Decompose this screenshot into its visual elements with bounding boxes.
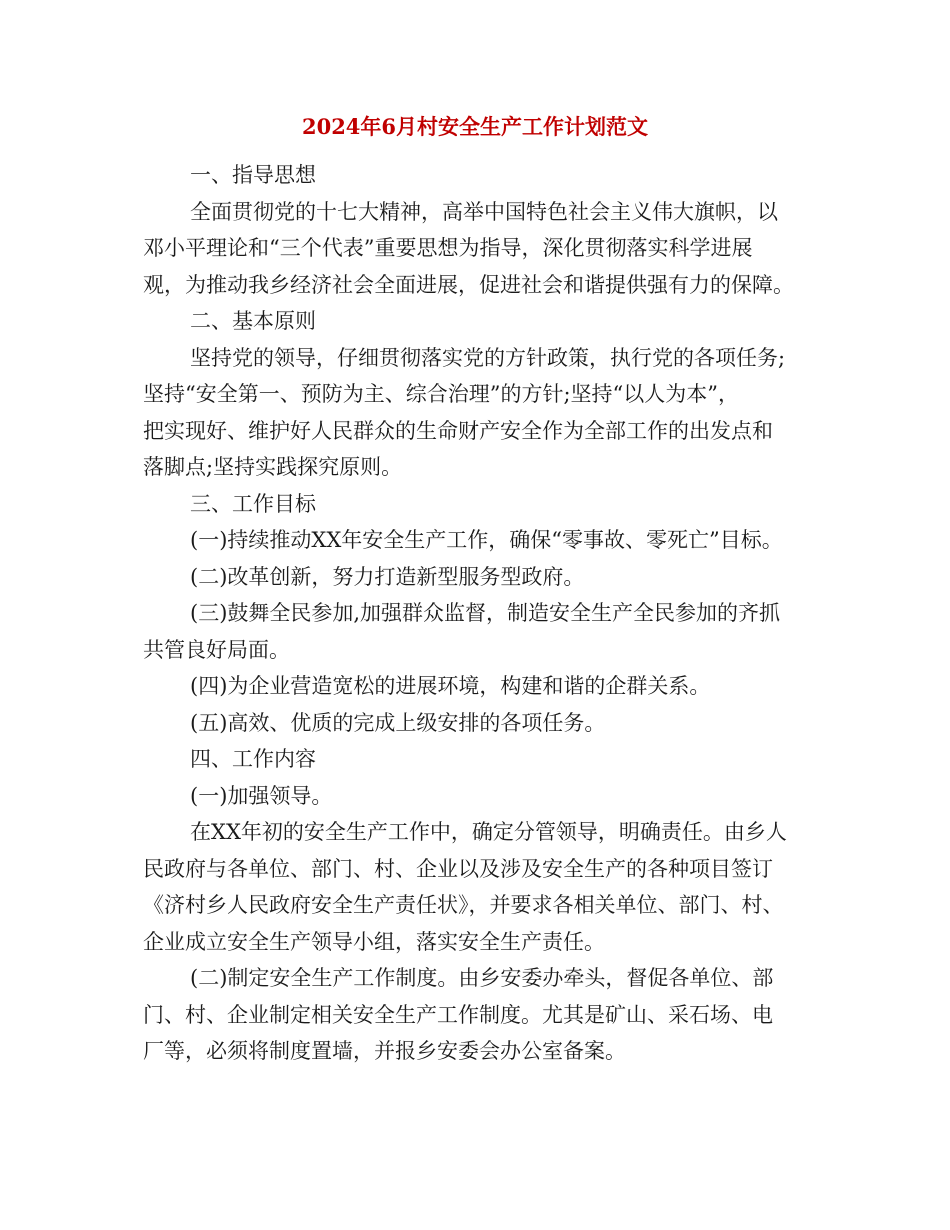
text-line: 坚持党的领导，仔细贯彻落实党的方针政策，执行党的各项任务; [190, 345, 786, 370]
text-line: (四)为企业营造宽松的进展环境，构建和谐的企群关系。 [190, 674, 711, 698]
text-line: 邓小平理论和“三个代表”重要思想为指导，深化贯彻落实科学进展 [143, 236, 753, 260]
text-line: 观，为推动我乡经济社会全面进展，促进社会和谐提供强有力的保障。 [143, 272, 794, 297]
text-line: 民政府与各单位、部门、村、企业以及涉及安全生产的各种项目签订 [143, 856, 773, 881]
text-line: 三、工作目标 [190, 491, 316, 516]
text-line: 在XX年初的安全生产工作中，确定分管领导，明确责任。由乡人 [190, 820, 787, 844]
text-line: (一)持续推动XX年安全生产工作，确保“零事故、零死亡”目标。 [190, 528, 783, 552]
text-line: (二)制定安全生产工作制度。由乡安委办牵头，督促各单位、部 [190, 966, 774, 990]
text-line: 厂等，必须将制度置墙，并报乡安委会办公室备案。 [143, 1039, 626, 1063]
text-line: 企业成立安全生产领导小组，落实安全生产责任。 [143, 929, 605, 954]
document-body [143, 157, 811, 1070]
text-line: 二、基本原则 [190, 309, 316, 333]
text-line: 坚持“安全第一、预防为主、综合治理”的方针;坚持“以人为本”， [143, 382, 740, 406]
document-title: 2024年6月村安全生产工作计划范文 [301, 114, 649, 139]
text-line: 门、村、企业制定相关安全生产工作制度。尤其是矿山、采石场、电 [143, 1002, 773, 1027]
text-line: 全面贯彻党的十七大精神，高举中国特色社会主义伟大旗帜，以 [190, 199, 778, 224]
text-line: (二)改革创新，努力打造新型服务型政府。 [190, 564, 585, 589]
text-line: 《济村乡人民政府安全生产责任状》，并要求各相关单位、部门、村、 [143, 893, 784, 917]
text-line: 四、工作内容 [190, 747, 316, 771]
text-line: (一)加强领导。 [190, 783, 333, 808]
text-line: (三)鼓舞全民参加,加强群众监督，制造安全生产全民参加的齐抓 [190, 601, 781, 625]
text-line: (五)高效、优质的完成上级安排的各项任务。 [190, 710, 606, 735]
text-line: 把实现好、维护好人民群众的生命财产安全作为全部工作的出发点和 [143, 418, 773, 443]
text-line: 一、指导思想 [190, 163, 316, 187]
text-line: 落脚点;坚持实践探究原则。 [143, 455, 403, 479]
text-line: 共管良好局面。 [143, 637, 290, 662]
